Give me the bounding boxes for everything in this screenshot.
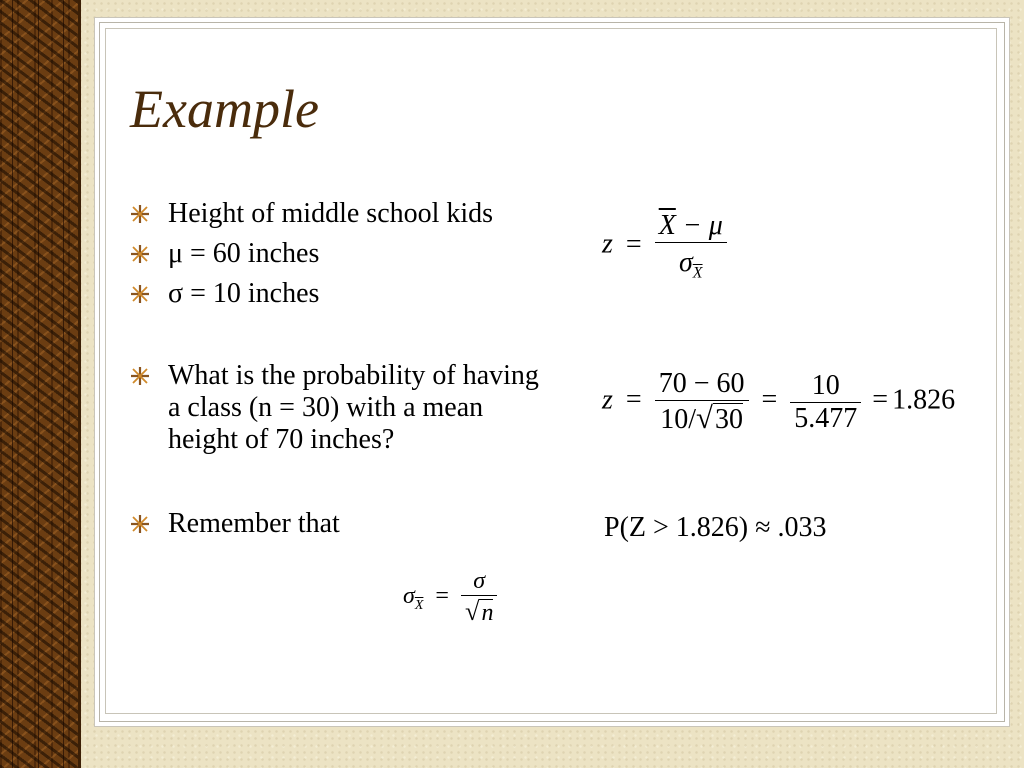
bullet-item xyxy=(130,278,550,310)
denominator-part: 10/ xyxy=(660,404,697,435)
formula-numerator: 70 − 60 xyxy=(658,368,745,399)
bullet-item xyxy=(130,238,550,270)
decorative-wood-sidebar xyxy=(0,0,81,768)
xbar-subscript: X xyxy=(414,597,424,613)
formula-denominator xyxy=(461,595,497,627)
star-burst-icon xyxy=(130,244,150,264)
formula-denominator xyxy=(655,400,749,436)
formula-equals: = xyxy=(625,384,642,416)
formula-equals: = xyxy=(872,384,889,416)
standard-error-formula xyxy=(403,568,497,627)
bullet-text: μ = 60 inches xyxy=(168,238,320,269)
slide-title: Example xyxy=(130,79,319,139)
star-burst-icon xyxy=(130,366,150,386)
xbar-subscript: X xyxy=(692,264,703,282)
sigma-symbol: σ xyxy=(678,247,693,278)
sqrt-icon: √ xyxy=(696,401,713,435)
bullet-item xyxy=(130,360,550,456)
sqrt-icon: √ xyxy=(464,596,480,626)
formula-fraction xyxy=(655,368,749,436)
z-calculation-formula xyxy=(602,368,955,436)
formula-result: 1.826 xyxy=(892,384,956,416)
bullet-text: Remember that xyxy=(168,508,340,539)
formula-equals: = xyxy=(435,583,449,610)
formula-fraction xyxy=(790,370,861,435)
sigma-symbol: σ xyxy=(403,583,415,610)
star-burst-icon xyxy=(130,284,150,304)
z-score-formula xyxy=(602,210,727,283)
formula-numerator: 10 xyxy=(811,369,840,401)
formula-lhs: z xyxy=(602,228,613,260)
formula-numerator: σ xyxy=(473,568,486,594)
sqrt-radicand: n xyxy=(481,600,494,626)
bullet-item xyxy=(130,508,550,540)
bullet-item xyxy=(130,198,550,230)
star-burst-icon xyxy=(130,204,150,224)
bullet-text: What is the probability of having a class (n = 30) with a mean height of 70 inches? xyxy=(168,360,539,455)
formula-lhs: z xyxy=(602,384,613,416)
bullet-text: Height of middle school kids xyxy=(168,198,494,229)
formula-denominator: 5.477 xyxy=(790,402,861,435)
formula-fraction xyxy=(461,568,497,627)
bullet-text: σ = 10 inches xyxy=(168,278,320,309)
formula-denominator xyxy=(655,242,727,283)
bullet-list xyxy=(130,198,550,540)
star-burst-icon xyxy=(130,514,150,534)
formula-equals: = xyxy=(761,384,778,416)
xbar-symbol: $\overline{X}$ xyxy=(658,210,676,241)
sqrt-radicand: 30 xyxy=(714,404,743,435)
formula-numerator xyxy=(655,210,727,242)
probability-result: P(Z > 1.826) ≈ .033 xyxy=(604,512,827,543)
minus-mu: − μ xyxy=(675,210,723,241)
formula-equals: = xyxy=(625,228,642,260)
formula-fraction xyxy=(655,210,727,283)
